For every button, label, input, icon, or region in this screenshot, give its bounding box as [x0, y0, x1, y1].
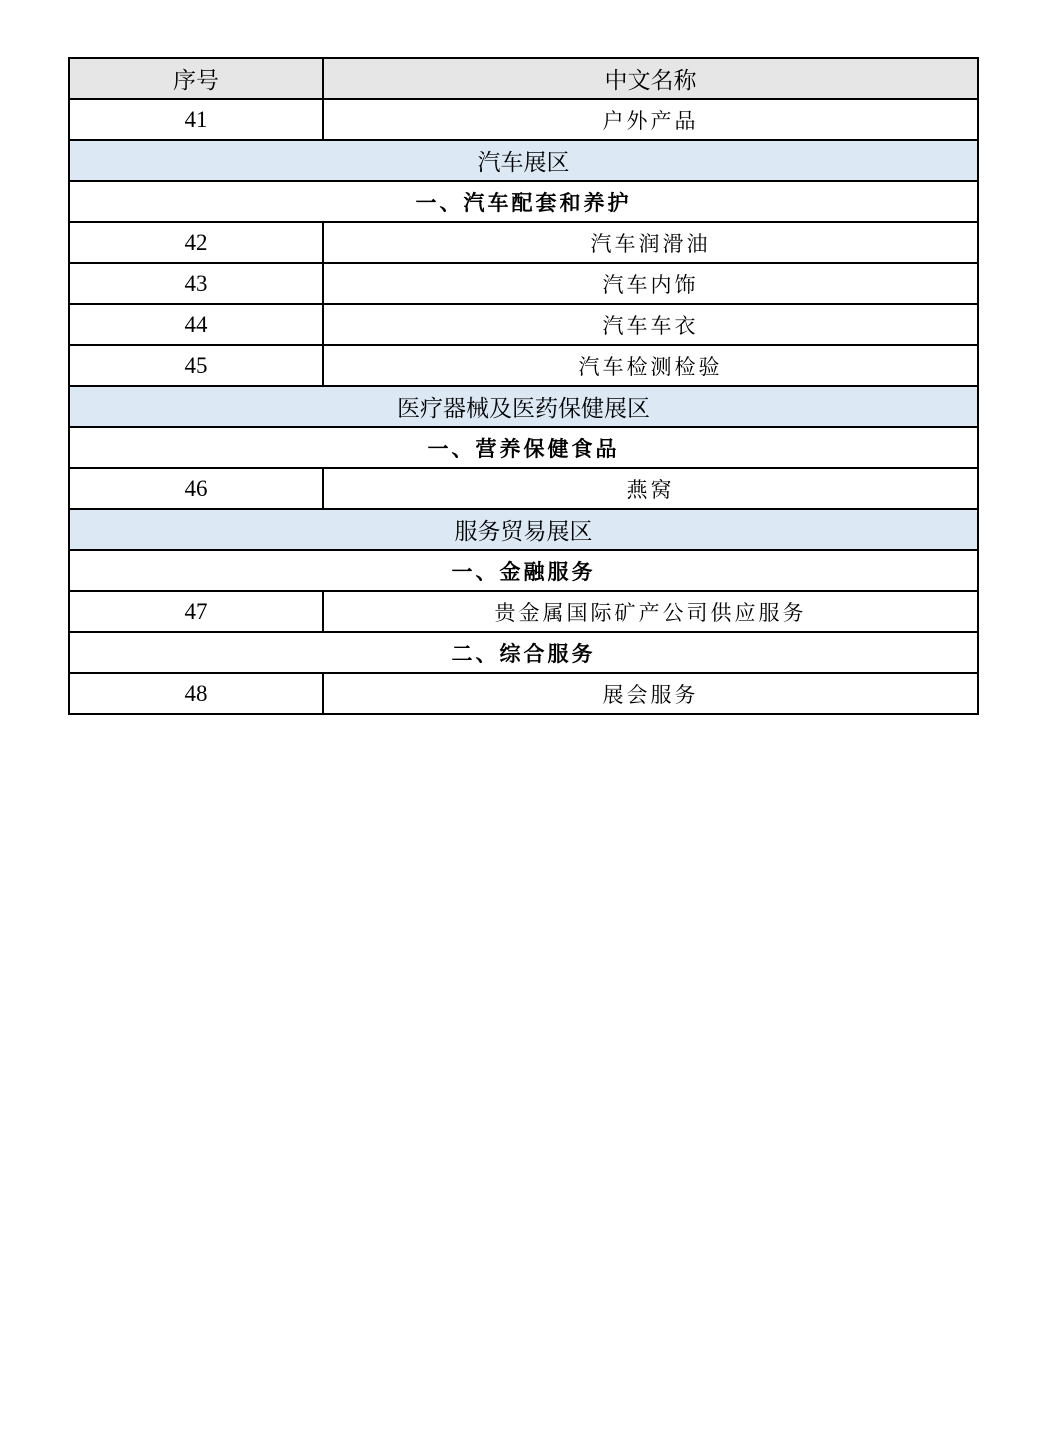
row-name: 汽车润滑油 [323, 222, 978, 263]
table-body [69, 99, 978, 714]
row-number: 42 [69, 222, 323, 263]
table-row [69, 99, 978, 140]
row-name: 汽车车衣 [323, 304, 978, 345]
row-number: 46 [69, 468, 323, 509]
zone-label: 医疗器械及医药保健展区 [69, 386, 978, 427]
category-row [69, 427, 978, 468]
table-row [69, 345, 978, 386]
category-label: 一、汽车配套和养护 [69, 181, 978, 222]
table-header [69, 58, 978, 99]
zone-label: 汽车展区 [69, 140, 978, 181]
zone-label: 服务贸易展区 [69, 509, 978, 550]
table-row [69, 468, 978, 509]
exhibit-table-container [68, 57, 977, 715]
row-number: 43 [69, 263, 323, 304]
zone-row [69, 509, 978, 550]
category-label: 一、营养保健食品 [69, 427, 978, 468]
category-row [69, 181, 978, 222]
category-label: 一、金融服务 [69, 550, 978, 591]
row-name: 汽车检测检验 [323, 345, 978, 386]
table-row [69, 304, 978, 345]
row-number: 48 [69, 673, 323, 714]
zone-row [69, 140, 978, 181]
header-chinese-name: 中文名称 [323, 58, 978, 99]
header-row [69, 58, 978, 99]
row-number: 41 [69, 99, 323, 140]
table-row [69, 263, 978, 304]
category-row [69, 632, 978, 673]
table-row [69, 673, 978, 714]
row-number: 47 [69, 591, 323, 632]
row-name: 户外产品 [323, 99, 978, 140]
row-name: 展会服务 [323, 673, 978, 714]
exhibit-table [68, 57, 979, 715]
zone-row [69, 386, 978, 427]
table-row [69, 591, 978, 632]
row-name: 贵金属国际矿产公司供应服务 [323, 591, 978, 632]
row-name: 汽车内饰 [323, 263, 978, 304]
category-row [69, 550, 978, 591]
row-number: 44 [69, 304, 323, 345]
header-serial-number: 序号 [69, 58, 323, 99]
category-label: 二、综合服务 [69, 632, 978, 673]
table-row [69, 222, 978, 263]
row-number: 45 [69, 345, 323, 386]
row-name: 燕窝 [323, 468, 978, 509]
